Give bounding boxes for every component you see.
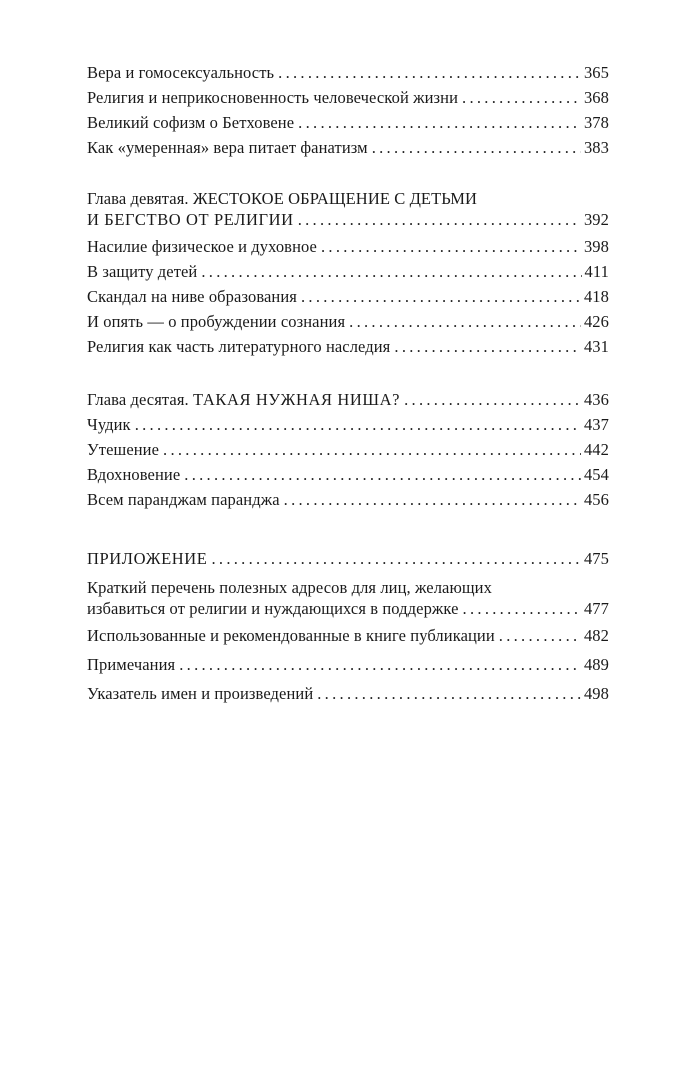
toc-entry-page: 392 xyxy=(583,210,609,229)
toc-entry-multiline[interactable] xyxy=(87,577,609,619)
toc-entry[interactable] xyxy=(87,234,609,259)
toc-entry[interactable] xyxy=(87,652,609,677)
toc-entry[interactable] xyxy=(87,309,609,334)
toc-section-chapter9 xyxy=(87,188,609,359)
leader-dots xyxy=(284,487,581,512)
toc-entry-page: 482 xyxy=(583,626,609,645)
chapter-heading-line2 xyxy=(87,209,609,230)
leader-dots xyxy=(298,110,581,135)
toc-entry-page: 431 xyxy=(583,337,609,356)
leader-dots xyxy=(135,412,581,437)
chapter-heading[interactable] xyxy=(87,387,609,412)
toc-entry-line2 xyxy=(87,598,609,619)
toc-entry-page: 437 xyxy=(583,415,609,434)
toc-entry[interactable] xyxy=(87,681,609,706)
leader-dots xyxy=(211,546,580,571)
toc-entry-title: В защиту детей xyxy=(87,262,198,281)
leader-dots xyxy=(184,462,581,487)
leader-dots xyxy=(301,284,581,309)
table-of-contents xyxy=(87,60,609,734)
chapter-title-caps: ЖЕСТОКОЕ ОБРАЩЕНИЕ С ДЕТЬМИ xyxy=(192,189,477,208)
toc-entry-title: Вдохновение xyxy=(87,465,181,484)
toc-entry-title: Использованные и рекомендованные в книге публикации xyxy=(87,626,495,645)
toc-entry-page: 436 xyxy=(583,390,609,409)
toc-entry-page: 383 xyxy=(583,138,609,157)
toc-entry[interactable] xyxy=(87,462,609,487)
toc-entry-page: 368 xyxy=(583,88,609,107)
toc-entry[interactable] xyxy=(87,412,609,437)
chapter-title-caps: ТАКАЯ НУЖНАЯ НИША? xyxy=(193,390,401,409)
leader-dots xyxy=(463,598,581,619)
toc-entry[interactable] xyxy=(87,60,609,85)
leader-dots xyxy=(404,387,581,412)
toc-entry-title: Вера и гомосексуальность xyxy=(87,63,275,82)
toc-entry-title: Примечания xyxy=(87,655,176,674)
toc-entry-page: 426 xyxy=(583,312,609,331)
toc-entry-title: Скандал на ниве образования xyxy=(87,287,297,306)
leader-dots xyxy=(317,681,581,706)
toc-entry[interactable] xyxy=(87,110,609,135)
toc-section-chapter10 xyxy=(87,387,609,512)
toc-entry[interactable] xyxy=(87,623,609,648)
toc-entry-page: 365 xyxy=(583,63,609,82)
toc-entry-title: Указатель имен и произведений xyxy=(87,684,314,703)
toc-entry[interactable] xyxy=(87,334,609,359)
leader-dots xyxy=(349,309,581,334)
toc-entry-title: Всем паранджам паранджа xyxy=(87,490,280,509)
leader-dots xyxy=(394,334,581,359)
leader-dots xyxy=(201,259,581,284)
toc-entry-page: 477 xyxy=(583,599,609,618)
toc-entry-title: Чудик xyxy=(87,415,131,434)
toc-entry-title: Религия и неприкосновенность человеческой жизни xyxy=(87,88,459,107)
leader-dots xyxy=(278,60,581,85)
toc-entry-title: Утешение xyxy=(87,440,160,459)
toc-entry-page: 442 xyxy=(583,440,609,459)
toc-entry-page: 456 xyxy=(583,490,609,509)
toc-entry[interactable] xyxy=(87,437,609,462)
toc-section-appendix xyxy=(87,546,609,706)
leader-dots xyxy=(372,135,581,160)
toc-entry-page: 398 xyxy=(583,237,609,256)
toc-entry-page: 475 xyxy=(583,549,609,568)
leader-dots xyxy=(321,234,581,259)
toc-entry[interactable] xyxy=(87,284,609,309)
toc-entry-page: 489 xyxy=(583,655,609,674)
toc-entry[interactable] xyxy=(87,135,609,160)
leader-dots xyxy=(462,85,581,110)
toc-entry-title: И опять — о пробуждении сознания xyxy=(87,312,346,331)
appendix-heading[interactable] xyxy=(87,546,609,571)
toc-entry-title-line2: избавиться от религии и нуждающихся в поддержке xyxy=(87,599,459,618)
leader-dots xyxy=(499,623,581,648)
appendix-title: ПРИЛОЖЕНИЕ xyxy=(87,549,208,568)
toc-entry-title: Религия как часть литературного наследия xyxy=(87,337,391,356)
toc-entry-page: 411 xyxy=(584,262,609,281)
leader-dots xyxy=(163,437,581,462)
toc-entry-page: 454 xyxy=(583,465,609,484)
chapter-title-caps: И БЕГСТВО ОТ РЕЛИГИИ xyxy=(87,210,294,229)
leader-dots xyxy=(179,652,581,677)
chapter-prefix: Глава десятая. xyxy=(87,390,193,409)
toc-entry[interactable] xyxy=(87,259,609,284)
toc-entry-title-line1: Краткий перечень полезных адресов для лиц, желающих xyxy=(87,578,492,597)
chapter-heading-line1 xyxy=(87,188,609,209)
toc-entry-page: 498 xyxy=(583,684,609,703)
chapter-heading[interactable] xyxy=(87,188,609,230)
chapter-heading-title xyxy=(87,387,400,412)
chapter-prefix: Глава девятая. xyxy=(87,189,193,208)
toc-entry[interactable] xyxy=(87,85,609,110)
toc-entry-title: Великий софизм о Бетховене xyxy=(87,113,295,132)
leader-dots xyxy=(298,209,581,230)
toc-entry-title: Насилие физическое и духовное xyxy=(87,237,317,256)
toc-section-chapter8-tail xyxy=(87,60,609,160)
toc-entry[interactable] xyxy=(87,487,609,512)
toc-entry-page: 418 xyxy=(583,287,609,306)
toc-entry-title: Как «умеренная» вера питает фанатизм xyxy=(87,138,368,157)
toc-entry-page: 378 xyxy=(583,113,609,132)
